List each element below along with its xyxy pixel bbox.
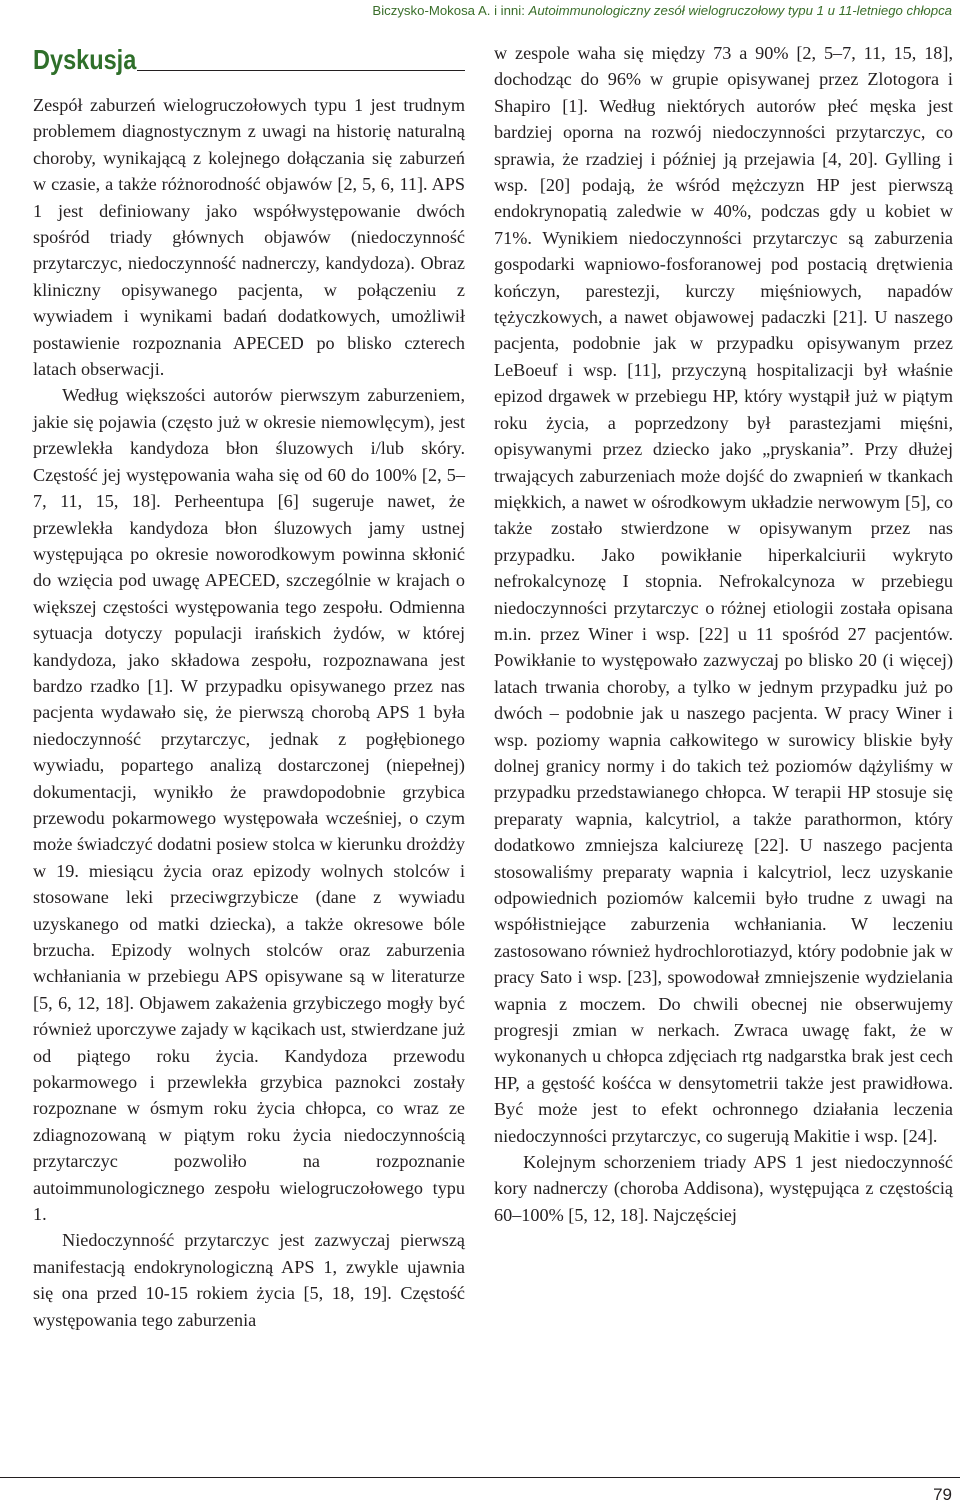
paragraph: Niedoczynność przytarczyc jest zazwyczaj pierwszą manifestacją endokrynologiczną APS 1, zwykle ujawnia się ona przed 10-15 rokiem życia [5, 18, 19]. Częstość występowania tego zaburzenia (33, 1230, 465, 1330)
section-heading (33, 42, 465, 78)
running-header-title: Autoimmunologiczny zesół wielogruczołowy typu 1 u 11-letniego chłopca (528, 3, 952, 18)
running-header (352, 2, 952, 20)
left-column (33, 92, 465, 1333)
running-header-authors: Biczysko-Mokosa A. i inni: (372, 3, 525, 18)
right-column (494, 40, 953, 1228)
section-title: Dyskusja (33, 44, 137, 75)
footer-rule (0, 1477, 960, 1478)
paragraph: w zespole waha się między 73 a 90% [2, 5–7, 11, 15, 18], dochodząc do 96% w grupie opisywanej przez Zlotogora i Shapiro [1]. Według niektórych autorów płeć męska jest bardziej oporna na rozwój niedoczynności przytarczyc, co sprawia, że rzadziej i później ją przejawia [4, 20]. Gylling i wsp. [20] podają, że wśród mężczyzn HP jest pierwszą endokrynopatią zaledwie w 40%, podczas gdy u kobiet w 71%. Wynikiem niedoczynności przytarczyc są zaburzenia gospodarki wapniowo-fosforanowej pod postacią drętwienia kończyn, parestezji, kurczy mięśniowych, napadów tężyczkowych, a nawet objawowej padaczki [21]. U naszego pacjenta, podobnie jak w przypadku opisywanym przez LeBoeuf i wsp. [11], przyczyną hospitalizacji był właśnie epizod drgawek w przebiegu HP, który wystąpił już w piątym roku życia, a poprzedzony był parastezjami mięśni, opisywanymi przez dziecko jako „pryskania”. Przy dłużej trwających zaburzeniach może dojść do zwapnień w tkankach miękkich, a nawet w ośrodkowym układzie nerwowym [5], co także zostało stwierdzone w opisywanym przez nas przypadku. Jako powikłanie hiperkalciurii wykryto nefrokalcynozę I stopnia. Nefrokalcynoza w przebiegu niedoczynności przytarczyc o różnej etiologii została opisana m.in. przez Winer i wsp. [22] u 11 spośród 27 pacjentów. Powikłanie to występowało zazwyczaj po blisko 20 (i więcej) latach trwania choroby, a tylko w jednym przypadku już po dwóch – podobnie jak u naszego pacjenta. W pracy Winer i wsp. poziomy wapnia całkowitego w surowicy bliskie były dolnej granicy normy i do takich też poziomów dążyliśmy w przypadku przedstawianego chłopca. W terapii HP stosuje się preparaty wapnia, kalcytriol, a także parathormon, który dodatkowo zmniejsza kalciurezę [22]. U naszego pacjenta stosowaliśmy preparaty wapnia i kalcytriol, lecz uzyskanie odpowiednich poziomów kalcemii było trudne z uwagi na współistniejące zaburzenia wchłaniania. W leczeniu zastosowano również hydrochlorotiazyd, który podobnie jak w pracy Sato i wsp. [23], spowodował zmniejszenie wydzielania wapnia z moczem. Do chwili obecnej nie obserwujemy progresji zmian w nerkach. Zwraca uwagę fakt, że w wykonanych u chłopca zdjęciach rtg nadgarstka brak jest cech HP, a gęstość kośćca w densytometrii także jest prawidłowa. Być może jest to efekt ochronnego działania leczenia niedoczynności przytarczyc, co sugerują Makitie i wsp. [24]. (494, 43, 953, 1146)
paragraph: Kolejnym schorzeniem triady APS 1 jest niedoczynność kory nadnerczy (choroba Addisona), występująca z częstością 60–100% [5, 12, 18]. Najczęściej (494, 1152, 953, 1225)
page-number: 79 (933, 1485, 952, 1504)
section-title-rule (137, 70, 465, 71)
paragraph: Według większości autorów pierwszym zaburzeniem, jakie się pojawia (często już w okresie niemowlęcym), jest przewlekła kandydoza błon śluzowych i/lub skóry. Częstość jej występowania waha się od 60 do 100% [2, 5–7, 11, 15, 18]. Perheentupa [6] sugeruje nawet, że przewlekła kandydoza błon śluzowych jamy ustnej występująca po okresie noworodkowym powinna skłonić do wzięcia pod uwagę APECED, szczególnie w krajach o większej częstości występowania tego zespołu. Odmienna sytuacja dotyczy populacji irańskich żydów, w której kandydoza, jako składowa zespołu, rozpoznawana jest bardzo rzadko [1]. W przypadku opisywanego przez nas pacjenta wydawało się, że pierwszą chorobą APS 1 była niedoczynność przytarczyc, jednak z pogłębionego wywiadu, popartego analizą dostarczonej (niepełnej) dokumentacji, wynikło że prawdopodobnie grzybica przewodu pokarmowego występowała wcześniej, o czym może świadczyć dodatni posiew stolca w kierunku drożdży w 19. miesiącu życia oraz epizody wolnych stolców i stosowane leki przeciwgrzybicze (dane z wywiadu uzyskanego od matki dziecka), a także okresowe bóle brzucha. Epizody wolnych stolców oraz zaburzenia wchłaniania w przebiegu APS opisywane są w literaturze [5, 6, 12, 18]. Objawem zakażenia grzybiczego mogły być również uporczywe zajady w kącikach ust, stwierdzane już od piątego roku życia. Kandydoza przewodu pokarmowego i przewlekła grzybica paznokci zostały rozpoznane w ósmym roku życia chłopca, co wraz ze zdiagnozowaną w piątym roku życia niedoczynnością przytarczyc pozwoliło na rozpoznanie autoimmunologicznego zespołu wielogruczołowego typu 1. (33, 385, 465, 1225)
paragraph: Zespół zaburzeń wielogruczołowych typu 1 jest trudnym problemem diagnostycznym z uwagi na historię naturalną choroby, wynikającą z kolejnego dołączania się zaburzeń w czasie, a także różnorodność objawów [2, 5, 6, 11]. APS 1 jest definiowany jako współwystępowanie dwóch spośród triady głównych objawów (niedoczynność przytarczyc, niedoczynność nadnerczy, kandydoza). Obraz kliniczny opisywanego pacjenta, w połączeniu z wywiadem i wynikami badań dodatkowych, umożliwił postawienie rozpoznania APECED po blisko czterech latach obserwacji. (33, 95, 465, 380)
